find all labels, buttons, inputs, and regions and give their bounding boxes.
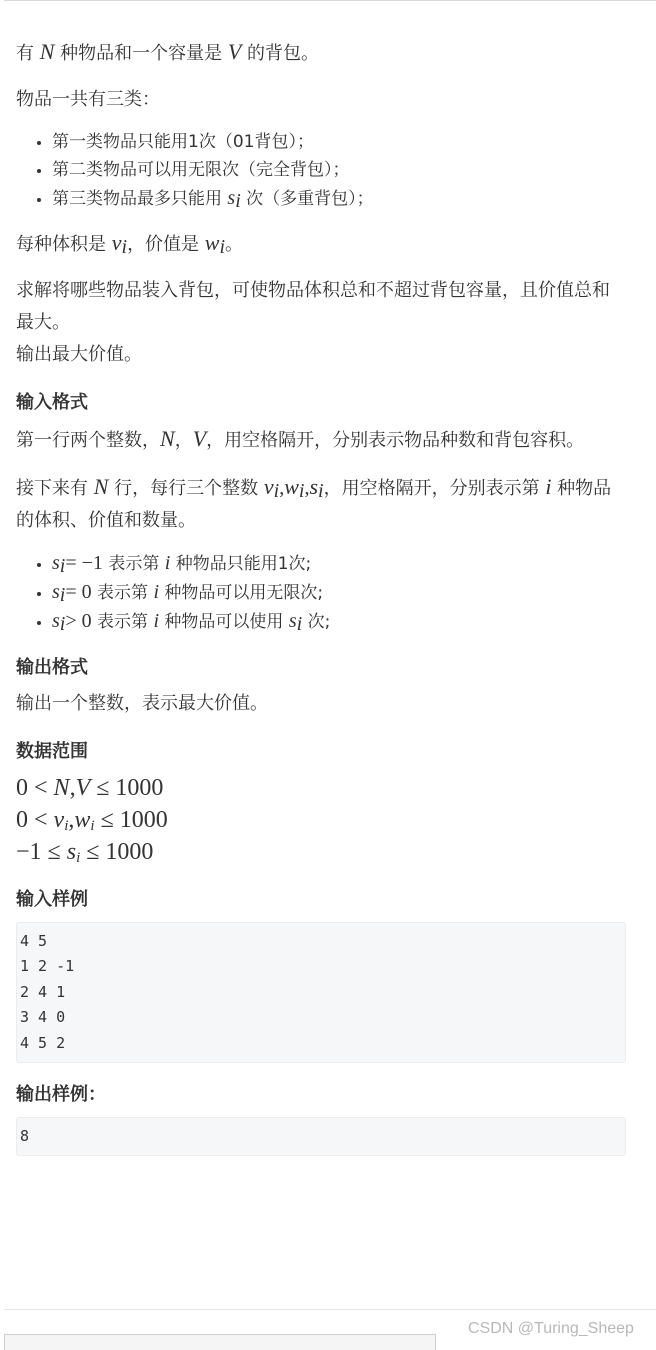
output-format-text: 输出一个整数，表示最大价值。 <box>16 693 268 714</box>
bottom-divider <box>4 1309 656 1310</box>
output-statement: 输出最大价值。 <box>16 344 142 365</box>
s-rules-list <box>16 549 626 636</box>
problem-description <box>16 36 626 1156</box>
range-line-2: $0 < v_i,w_i \le 1000$ <box>16 807 168 834</box>
sample-output-code: 8 <box>16 1117 626 1156</box>
data-range-heading: 数据范围 <box>16 741 88 762</box>
sample-output-heading: 输出样例： <box>16 1084 106 1106</box>
top-divider <box>4 0 656 1</box>
input-first-line-paragraph: 第一行两个整数，N，V，用空格隔开，分别表示物品种数和背包容积。 <box>16 426 585 451</box>
sample-input-code: 4 5 1 2 -1 2 4 1 3 4 0 4 5 2 <box>16 922 626 1063</box>
list-item: • $s_i> 0$ 表示第 i 种物品可以使用 $s_i$ 次; <box>52 607 626 636</box>
intro-paragraph: 有 N 种物品和一个容量是 V 的背包。 <box>16 39 320 64</box>
list-item: • 第三类物品最多只能用 $s_i$ 次（多重背包）； <box>52 184 626 213</box>
input-lines-paragraph: 接下来有 N 行，每行三个整数 $v_i,w_i,s_i$，用空格隔开，分别表示第 i 种物品的体积、价值和数量。 <box>16 474 612 531</box>
range-line-3: $-1 \le s_i \le 1000$ <box>16 839 154 866</box>
item-types-list <box>16 128 626 213</box>
types-intro: 物品一共有三类： <box>16 89 160 110</box>
horizontal-scrollbar[interactable] <box>4 1334 436 1350</box>
list-item: • 第一类物品只能用1次（01背包）； <box>52 128 626 156</box>
volume-value-paragraph: 每种体积是 $v_i$，价值是 $w_i$。 <box>16 230 244 258</box>
list-item: • $s_i= -1$ 表示第 i 种物品只能用1次; <box>52 549 626 578</box>
range-line-1: 0 < N,V ≤ 1000 <box>16 775 164 801</box>
input-format-heading: 输入格式 <box>16 392 88 413</box>
list-item: • $s_i= 0$ 表示第 i 种物品可以用无限次; <box>52 578 626 607</box>
output-format-heading: 输出格式 <box>16 657 88 678</box>
csdn-watermark: CSDN @Turing_Sheep <box>468 1320 634 1337</box>
sample-input-heading: 输入样例 <box>16 889 88 910</box>
objective-paragraph: 求解将哪些物品装入背包，可使物品体积总和不超过背包容量，且价值总和最大。 <box>16 280 610 333</box>
range-formula <box>16 772 626 868</box>
list-item: • 第二类物品可以用无限次（完全背包）； <box>52 156 626 184</box>
